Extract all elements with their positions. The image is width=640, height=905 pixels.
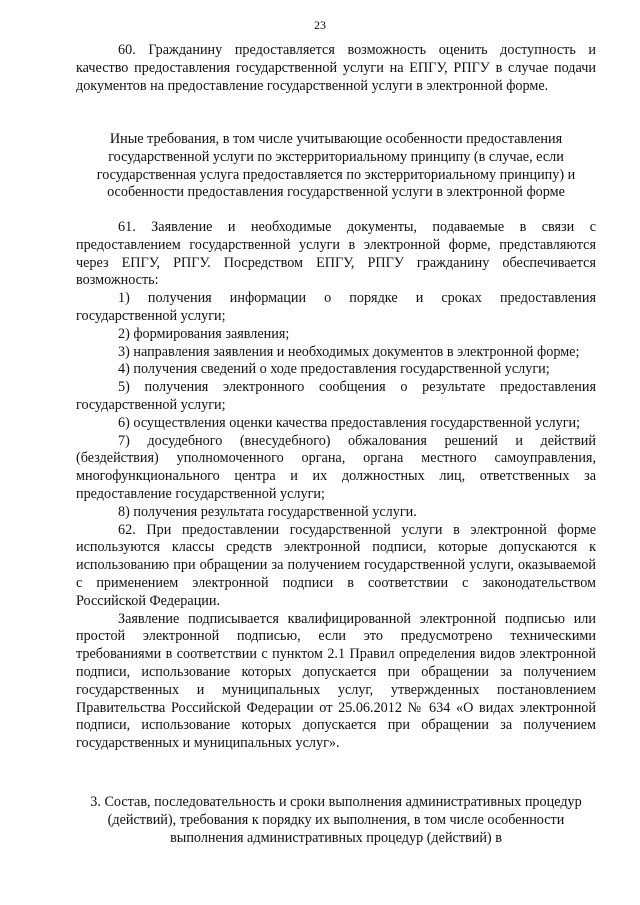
section-heading-other-requirements: Иные требования, в том числе учитывающие особенности предоставления государственной услуги по экстерриториальному принципу (в случае, если государственная услуга предоставляется по экстерриториальному принципу) и особенности предоставления государственной услуги в электронной форме xyxy=(96,131,576,201)
list-item: 1) получения информации о порядке и сроках предоставления государственной услуги; xyxy=(76,290,596,324)
paragraph-60: 60. Гражданину предоставляется возможность оценить доступность и качество предоставления государственной услуги на ЕПГУ, РПГУ в случае подачи документов на предоставление государственной услуги в электронной форме. xyxy=(76,42,596,94)
list-item: 7) досудебного (внесудебного) обжалования решений и действий (бездействия) уполномоченного органа, органа местного самоуправления, многофункционального центра и их должностных лиц, ответственных за предоставление государственной услуги; xyxy=(76,432,596,502)
section-heading-block xyxy=(76,131,596,202)
list-item: 6) осуществления оценки качества предоставления государственной услуги; xyxy=(118,414,581,431)
list-item: 4) получения сведений о ходе предоставления государственной услуги; xyxy=(118,361,550,378)
main-text-block xyxy=(76,219,596,753)
section-3-heading-block xyxy=(76,794,596,847)
paragraph-61: 61. Заявление и необходимые документы, подаваемые в связи с предоставлением государственной услуги в электронной форме, представляются через ЕПГУ, РПГУ. Посредством ЕПГУ, РПГУ гражданину обеспечивается возможность: xyxy=(76,219,596,289)
paragraph-62: 62. При предоставлении государственной услуги в электронной форме используются классы средств электронной подписи, которые допускаются к использованию при обращении за получением государственной услуги, оказываемой с применением электронной подписи в соответствии с законодательством Российской Федерации. xyxy=(76,521,596,609)
paragraph-62-signature: Заявление подписывается квалифицированной электронной подписью или простой электронной подписью, если это предусмотрено техническими требованиями в соответствии с пунктом 2.1 Правил определения видов электронной подписи, использование которых допускается при обращении за получением государственных и муниципальных услуг, утвержденных постановлением Правительства Российской Федерации от 25.06.2012 № 634 «О видах электронной подписи, использование которых допускается при обращении за получением государственных и муниципальных услуг». xyxy=(76,610,596,752)
section-heading-3: 3. Состав, последовательность и сроки выполнения административных процедур (действий), требования к порядку их выполнения, в том числе особенности выполнения административных процедур (действий) в xyxy=(90,794,582,846)
page-number: 23 xyxy=(314,18,326,32)
list-item: 3) направления заявления и необходимых документов в электронной форме; xyxy=(118,343,580,360)
list-item: 5) получения электронного сообщения о результате предоставления государственной услуги; xyxy=(76,379,596,413)
list-item: 2) формирования заявления; xyxy=(118,325,290,342)
list-item: 8) получения результата государственной услуги. xyxy=(118,503,417,520)
paragraph-60-block xyxy=(76,42,596,95)
